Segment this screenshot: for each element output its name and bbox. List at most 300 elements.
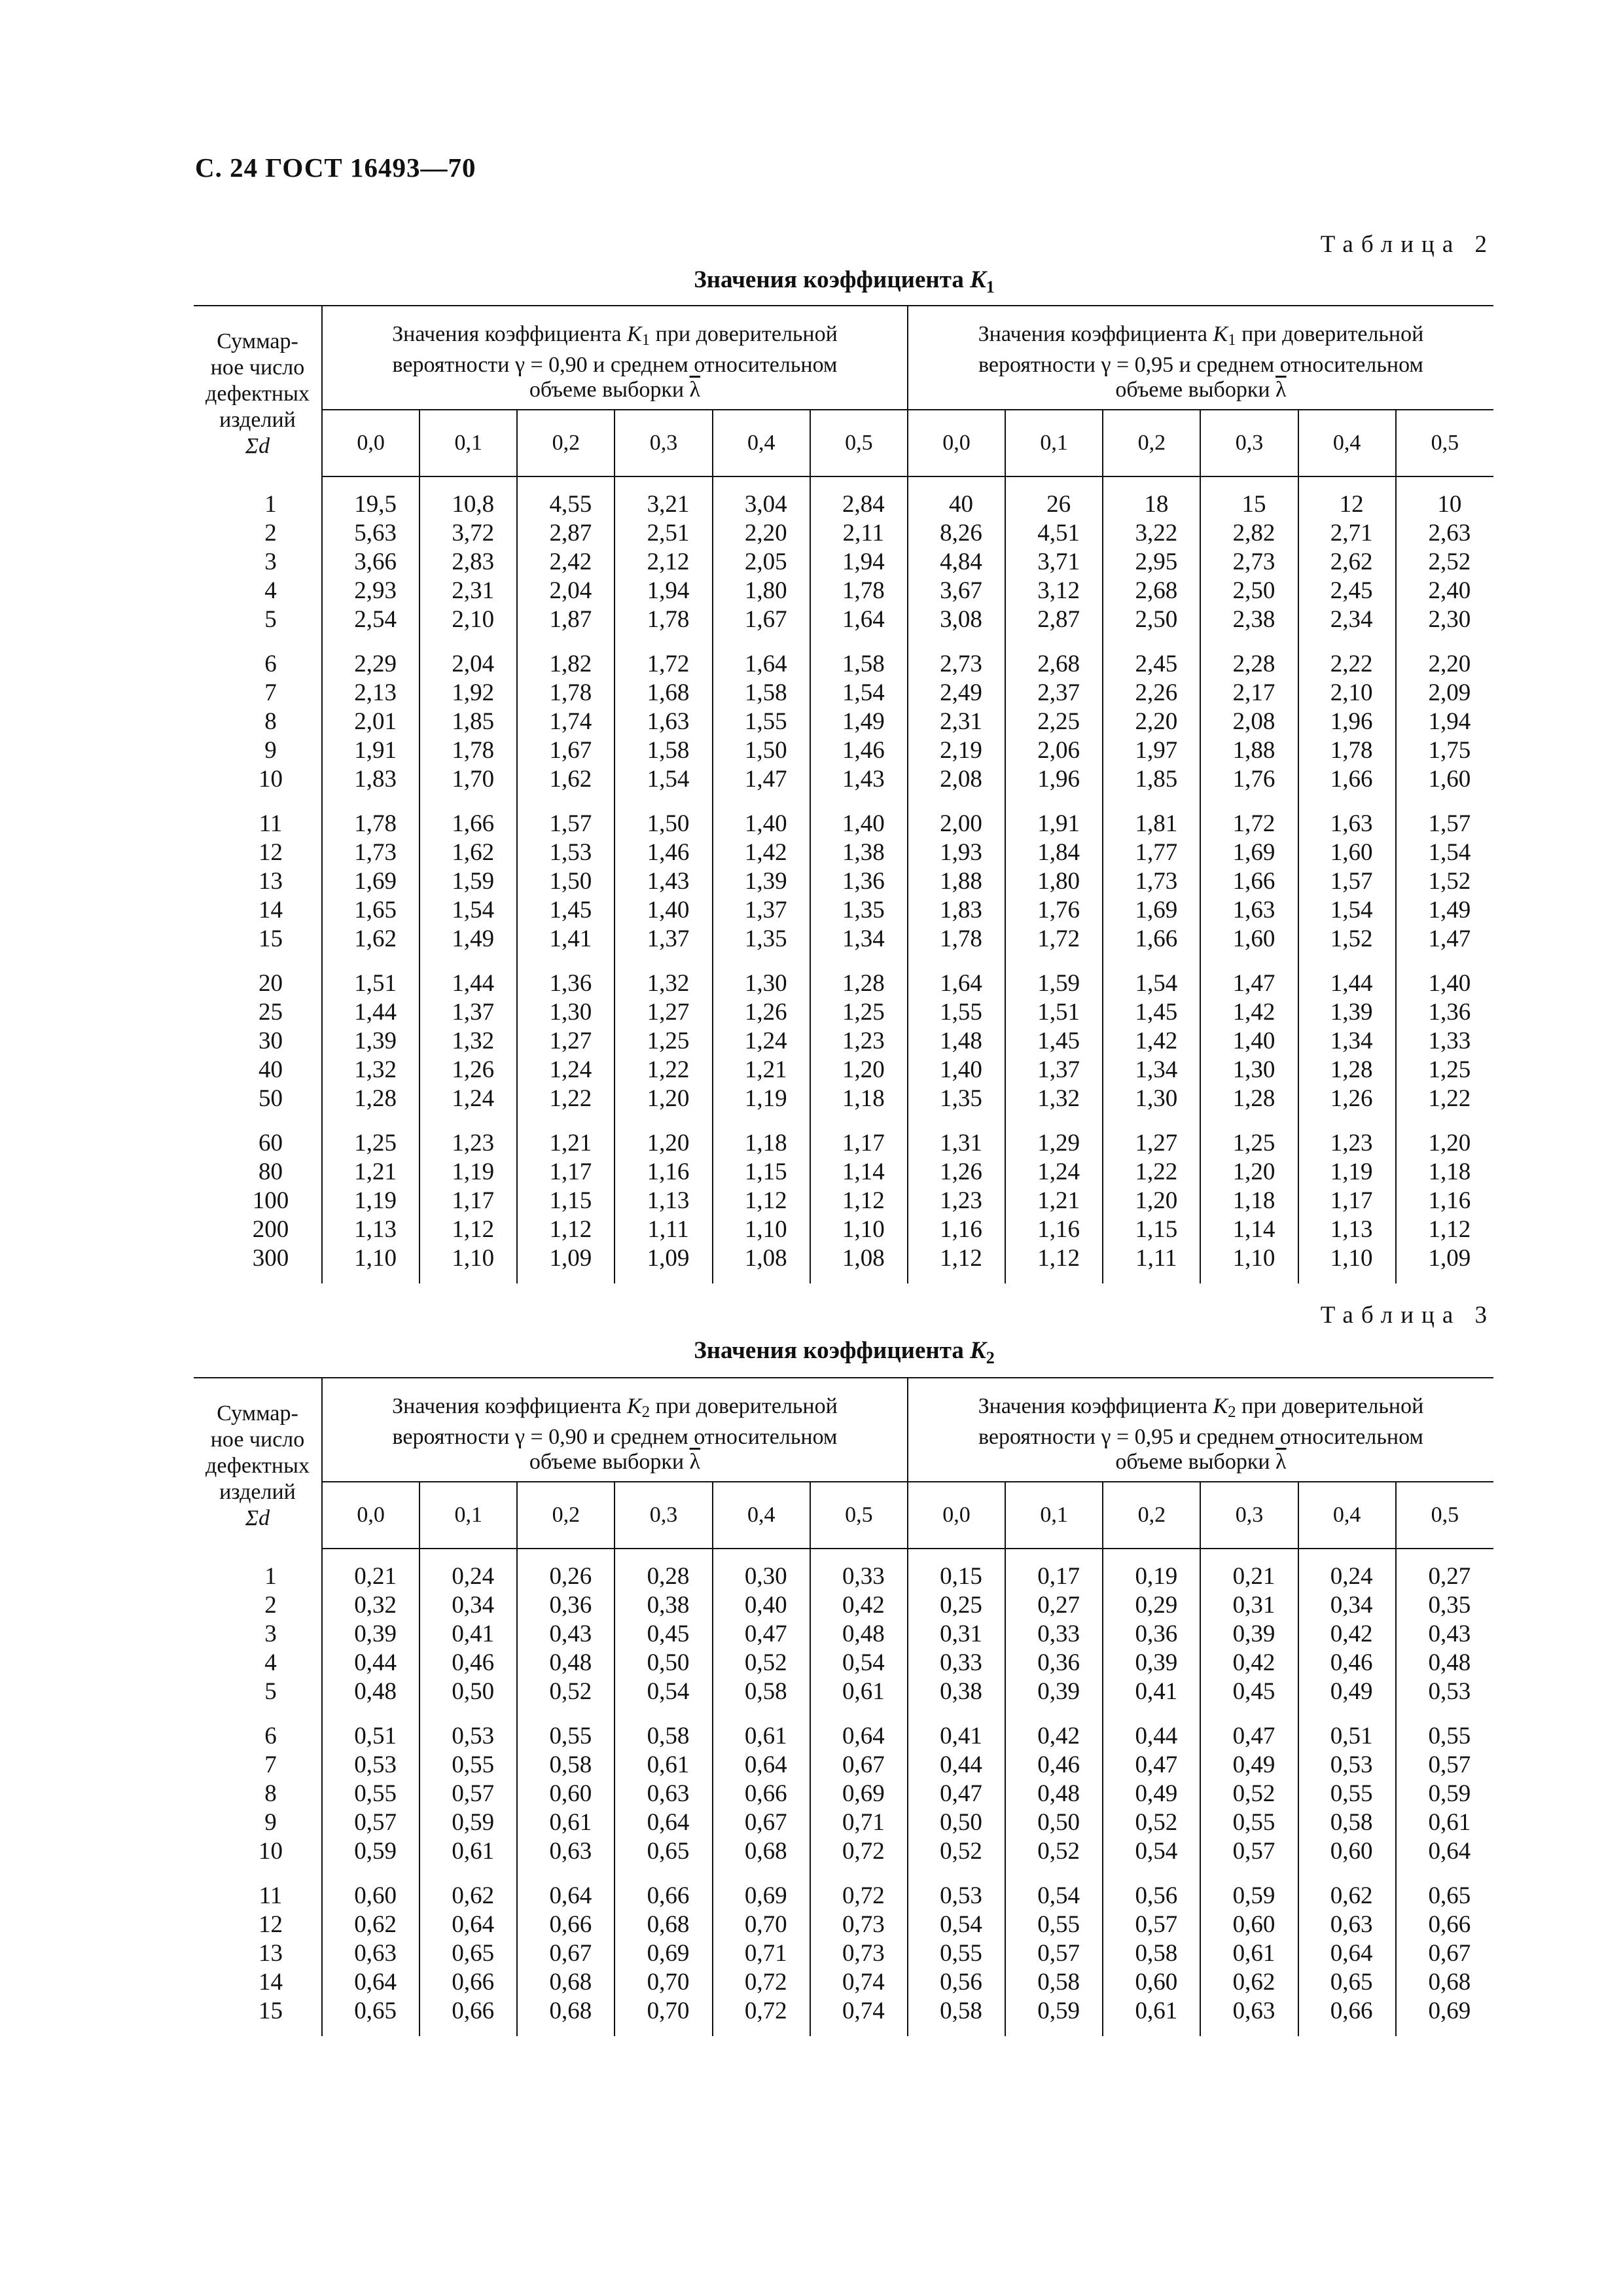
coefficient-cell: 1,96 (1298, 708, 1396, 736)
table-row (194, 1056, 1493, 1085)
coefficient-cell: 4,51 (1005, 519, 1103, 548)
coefficient-cell: 26 (1005, 490, 1103, 519)
coefficient-cell: 0,45 (1200, 1677, 1298, 1706)
coefficient-cell: 0,72 (713, 1968, 810, 1997)
coefficient-cell: 2,20 (1428, 651, 1471, 677)
table-3-title: Значения коэффициента $K_2$ (694, 1337, 995, 1367)
defect-count-cell: 11 (194, 810, 322, 838)
lambda-header: 0,4 (713, 1482, 810, 1549)
coefficient-cell: 1,69 (1200, 838, 1298, 867)
defect-count-cell: 300 (194, 1244, 322, 1273)
coefficient-cell: 1,40 (615, 896, 712, 925)
coefficient-cell: 1,12 (1005, 1244, 1103, 1273)
coefficient-cell: 1,58 (810, 650, 908, 679)
coefficient-cell: 2,31 (908, 708, 1005, 736)
coefficient-cell: 1,09 (615, 1244, 712, 1273)
coefficient-cell: 1,08 (810, 1244, 908, 1273)
table-row (194, 1751, 1493, 1780)
coefficient-cell: 4,84 (908, 548, 1005, 577)
coefficient-cell: 1,21 (322, 1158, 419, 1187)
coefficient-cell: 1,42 (713, 838, 810, 867)
coefficient-cell: 1,31 (908, 1129, 1005, 1158)
coefficient-cell: 1,17 (517, 1158, 615, 1187)
header-defect-count (194, 306, 322, 476)
coefficient-cell: 1,12 (908, 1244, 1005, 1273)
coefficient-cell: 1,85 (1103, 765, 1200, 794)
coefficient-cell: 2,87 (1005, 605, 1103, 634)
coefficient-cell: 3,04 (713, 490, 810, 519)
coefficient-cell: 1,57 (1298, 867, 1396, 896)
coefficient-cell: 0,71 (713, 1939, 810, 1968)
coefficient-cell: 2,50 (1200, 577, 1298, 605)
header-group-line: вероятности γ = 0,95 и среднем относительном (978, 1425, 1423, 1449)
coefficient-cell: 0,55 (419, 1751, 517, 1780)
coefficient-cell: 0,27 (1428, 1563, 1471, 1590)
coefficient-cell: 0,55 (517, 1722, 615, 1751)
defect-count-cell: 14 (194, 896, 322, 925)
lambda-header: 0,4 (1298, 1482, 1396, 1549)
coefficient-cell: 0,47 (1103, 1751, 1200, 1780)
coefficient-cell: 1,59 (419, 867, 517, 896)
coefficient-cell: 0,62 (419, 1882, 517, 1910)
header-defect-count-line: ное число (210, 355, 305, 380)
coefficient-cell: 0,66 (419, 1968, 517, 1997)
coefficient-cell: 0,61 (1200, 1939, 1298, 1968)
table-row (194, 650, 1493, 679)
header-defect-count-line: изделий (219, 408, 296, 432)
coefficient-cell: 0,50 (419, 1677, 517, 1706)
lambda-header: 0,0 (322, 410, 419, 476)
coefficient-cell: 1,66 (1103, 925, 1200, 954)
coefficient-cell: 1,18 (1200, 1187, 1298, 1215)
coefficient-cell: 1,10 (1200, 1244, 1298, 1273)
coefficient-cell: 1,50 (713, 736, 810, 765)
coefficient-cell: 1,64 (908, 969, 1005, 998)
coefficient-cell: 0,67 (1428, 1940, 1471, 1967)
coefficient-cell: 2,29 (322, 650, 419, 679)
header-group1 (322, 306, 908, 410)
coefficient-cell: 0,66 (1298, 1997, 1396, 2026)
defect-count-cell: 100 (194, 1187, 322, 1215)
table-row (194, 1129, 1493, 1158)
coefficient-cell: 0,68 (615, 1910, 712, 1939)
coefficient-cell: 1,09 (1428, 1245, 1471, 1272)
header-group-line: Значения коэффициента K2 при доверительной (978, 1394, 1424, 1421)
coefficient-cell: 1,57 (1428, 810, 1471, 837)
coefficient-cell: 1,23 (419, 1129, 517, 1158)
lambda-header: 0,3 (1200, 410, 1298, 476)
coefficient-cell: 0,64 (615, 1808, 712, 1837)
coefficient-cell: 2,38 (1200, 605, 1298, 634)
coefficient-cell: 3,72 (419, 519, 517, 548)
coefficient-cell: 0,67 (810, 1751, 908, 1780)
coefficient-cell: 1,88 (1200, 736, 1298, 765)
coefficient-cell: 1,63 (615, 708, 712, 736)
coefficient-cell: 2,06 (1005, 736, 1103, 765)
coefficient-cell: 0,61 (517, 1808, 615, 1837)
coefficient-cell: 1,19 (1298, 1158, 1396, 1187)
coefficient-cell: 2,05 (713, 548, 810, 577)
coefficient-cell: 1,23 (1298, 1129, 1396, 1158)
coefficient-cell: 1,50 (517, 867, 615, 896)
table-row (194, 1027, 1493, 1056)
coefficient-cell: 0,59 (419, 1808, 517, 1837)
coefficient-cell: 1,37 (615, 925, 712, 954)
coefficient-cell: 1,17 (810, 1129, 908, 1158)
coefficient-cell: 1,50 (615, 810, 712, 838)
coefficient-cell: 1,24 (1005, 1158, 1103, 1187)
header-group-line: объеме выборки $\overline{\lambda}$ (1115, 1450, 1287, 1474)
coefficient-cell: 0,42 (1200, 1649, 1298, 1677)
coefficient-cell: 0,52 (908, 1837, 1005, 1866)
defect-count-cell: 8 (194, 708, 322, 736)
table-row (194, 1158, 1493, 1187)
coefficient-cell: 0,65 (1298, 1968, 1396, 1997)
table-row (194, 490, 1493, 519)
coefficient-cell: 2,01 (322, 708, 419, 736)
table-row (194, 1085, 1493, 1113)
coefficient-cell: 0,42 (810, 1591, 908, 1620)
coefficient-cell: 1,75 (1428, 737, 1471, 764)
coefficient-cell: 1,25 (615, 1027, 712, 1056)
coefficient-cell: 2,54 (322, 605, 419, 634)
coefficient-cell: 0,60 (322, 1882, 419, 1910)
coefficient-cell: 0,63 (615, 1780, 712, 1808)
defect-count-cell: 10 (194, 765, 322, 794)
header-defect-count-line: дефектных (205, 1454, 310, 1478)
table-row (194, 1562, 1493, 1591)
coefficient-cell: 1,26 (1298, 1085, 1396, 1113)
coefficient-cell: 1,44 (1298, 969, 1396, 998)
coefficient-cell: 1,62 (419, 838, 517, 867)
coefficient-cell: 1,13 (1298, 1215, 1396, 1244)
coefficient-cell: 0,55 (322, 1780, 419, 1808)
coefficient-cell: 1,52 (1428, 868, 1471, 895)
defect-count-cell: 12 (194, 1910, 322, 1939)
coefficient-cell: 0,56 (1103, 1882, 1200, 1910)
coefficient-cell: 1,54 (615, 765, 712, 794)
coefficient-cell: 0,44 (908, 1751, 1005, 1780)
defect-count-cell: 13 (194, 1939, 322, 1968)
header-group2 (908, 1378, 1493, 1482)
coefficient-cell: 1,51 (322, 969, 419, 998)
table-row (194, 1677, 1493, 1706)
defect-count-cell: 8 (194, 1780, 322, 1808)
coefficient-cell: 1,10 (322, 1244, 419, 1273)
coefficient-cell: 0,58 (1005, 1968, 1103, 1997)
coefficient-cell: 0,59 (1200, 1882, 1298, 1910)
coefficient-cell: 1,27 (1103, 1129, 1200, 1158)
coefficient-cell: 1,54 (1298, 896, 1396, 925)
coefficient-cell: 0,21 (322, 1562, 419, 1591)
coefficient-cell: 1,32 (322, 1056, 419, 1085)
lambda-header: 0,1 (1005, 410, 1103, 476)
coefficient-cell: 0,67 (517, 1939, 615, 1968)
coefficient-cell: 1,73 (1103, 867, 1200, 896)
coefficient-cell: 0,64 (322, 1968, 419, 1997)
coefficient-cell: 1,25 (810, 998, 908, 1027)
coefficient-cell: 0,32 (322, 1591, 419, 1620)
coefficient-cell: 0,68 (713, 1837, 810, 1866)
coefficient-cell: 1,80 (1005, 867, 1103, 896)
coefficient-cell: 0,55 (908, 1939, 1005, 1968)
coefficient-cell: 1,28 (322, 1085, 419, 1113)
coefficient-cell: 0,61 (810, 1677, 908, 1706)
coefficient-cell: 1,29 (1005, 1129, 1103, 1158)
coefficient-cell: 2,10 (419, 605, 517, 634)
coefficient-cell: 2,13 (322, 679, 419, 708)
table-row (194, 1620, 1493, 1649)
coefficient-cell: 1,87 (517, 605, 615, 634)
coefficient-cell: 2,73 (1200, 548, 1298, 577)
coefficient-cell: 1,16 (908, 1215, 1005, 1244)
page-header: С. 24 ГОСТ 16493—70 (195, 152, 476, 183)
coefficient-cell: 2,17 (1200, 679, 1298, 708)
table-row (194, 679, 1493, 708)
coefficient-cell: 2,09 (1428, 679, 1471, 706)
defect-count-cell: 6 (194, 1722, 322, 1751)
defect-count-cell: 7 (194, 679, 322, 708)
coefficient-cell: 0,66 (713, 1780, 810, 1808)
defect-count-cell: 5 (194, 605, 322, 634)
coefficient-cell: 0,27 (1005, 1591, 1103, 1620)
coefficient-cell: 1,84 (1005, 838, 1103, 867)
coefficient-cell: 1,17 (1298, 1187, 1396, 1215)
coefficient-cell: 0,64 (1428, 1838, 1471, 1865)
coefficient-cell: 2,63 (1428, 520, 1471, 547)
header-defect-count-line: Суммар- (217, 329, 298, 353)
table-row (194, 1939, 1493, 1968)
coefficient-cell: 1,35 (810, 896, 908, 925)
coefficient-cell: 1,54 (419, 896, 517, 925)
defect-count-cell: 60 (194, 1129, 322, 1158)
coefficient-cell: 2,31 (419, 577, 517, 605)
coefficient-cell: 1,69 (322, 867, 419, 896)
coefficient-cell: 0,33 (1005, 1620, 1103, 1649)
coefficient-cell: 1,96 (1005, 765, 1103, 794)
coefficient-cell: 1,24 (713, 1027, 810, 1056)
coefficient-cell: 1,32 (1005, 1085, 1103, 1113)
table-row (194, 1837, 1493, 1866)
defect-count-cell: 80 (194, 1158, 322, 1187)
lambda-header: 0,2 (517, 410, 615, 476)
lambda-header: 0,0 (322, 1482, 419, 1549)
coefficient-cell: 0,33 (908, 1649, 1005, 1677)
coefficient-cell: 1,40 (810, 810, 908, 838)
coefficient-cell: 0,57 (1200, 1837, 1298, 1866)
header-group2 (908, 306, 1493, 410)
coefficient-cell: 1,24 (517, 1056, 615, 1085)
coefficient-cell: 10 (1437, 491, 1462, 518)
coefficient-cell: 1,47 (713, 765, 810, 794)
table-row (194, 519, 1493, 548)
coefficient-cell: 0,68 (517, 1968, 615, 1997)
defect-count-cell: 25 (194, 998, 322, 1027)
coefficient-cell: 2,11 (810, 519, 908, 548)
lambda-header: 0,4 (1298, 410, 1396, 476)
header-defect-count-line: изделий (219, 1480, 296, 1504)
coefficient-cell: 0,58 (908, 1997, 1005, 2026)
defect-count-cell: 30 (194, 1027, 322, 1056)
coefficient-cell: 0,49 (1298, 1677, 1396, 1706)
coefficient-cell: 3,22 (1103, 519, 1200, 548)
coefficient-cell: 2,28 (1200, 650, 1298, 679)
coefficient-cell: 0,59 (1005, 1997, 1103, 2026)
coefficient-cell: 1,22 (615, 1056, 712, 1085)
coefficient-cell: 0,41 (908, 1722, 1005, 1751)
coefficient-cell: 1,21 (517, 1129, 615, 1158)
defect-count-cell: 13 (194, 867, 322, 896)
coefficient-cell: 0,26 (517, 1562, 615, 1591)
coefficient-cell: 1,82 (517, 650, 615, 679)
coefficient-cell: 0,61 (1428, 1809, 1471, 1836)
lambda-header: 0,0 (908, 410, 1005, 476)
coefficient-cell: 1,51 (1005, 998, 1103, 1027)
defect-count-cell: 12 (194, 838, 322, 867)
coefficient-cell: 0,55 (1298, 1780, 1396, 1808)
coefficient-cell: 15 (1200, 490, 1298, 519)
coefficient-cell: 1,10 (419, 1244, 517, 1273)
table-row (194, 1910, 1493, 1939)
coefficient-cell: 10,8 (419, 490, 517, 519)
coefficient-cell: 0,44 (1103, 1722, 1200, 1751)
coefficient-cell: 0,19 (1103, 1562, 1200, 1591)
coefficient-cell: 1,12 (419, 1215, 517, 1244)
coefficient-cell: 1,21 (713, 1056, 810, 1085)
coefficient-cell: 1,60 (1428, 766, 1471, 793)
coefficient-cell: 2,40 (1428, 577, 1471, 604)
coefficient-cell: 1,57 (517, 810, 615, 838)
defect-count-cell: 200 (194, 1215, 322, 1244)
coefficient-cell: 0,61 (419, 1837, 517, 1866)
coefficient-cell: 1,28 (1200, 1085, 1298, 1113)
coefficient-cell: 1,19 (322, 1187, 419, 1215)
coefficient-cell: 0,50 (615, 1649, 712, 1677)
coefficient-cell: 0,34 (419, 1591, 517, 1620)
coefficient-cell: 0,56 (908, 1968, 1005, 1997)
header-group-line: Значения коэффициента K1 при доверительной (392, 322, 838, 349)
header-group-line: объеме выборки $\overline{\lambda}$ (1115, 378, 1287, 402)
defect-count-cell: 9 (194, 1808, 322, 1837)
coefficient-cell: 0,58 (517, 1751, 615, 1780)
coefficient-cell: 0,69 (615, 1939, 712, 1968)
coefficient-cell: 0,46 (1005, 1751, 1103, 1780)
coefficient-cell: 0,62 (1298, 1882, 1396, 1910)
coefficient-cell: 1,10 (810, 1215, 908, 1244)
coefficient-cell: 2,42 (517, 548, 615, 577)
coefficient-cell: 1,83 (322, 765, 419, 794)
coefficient-cell: 1,30 (1200, 1056, 1298, 1085)
coefficient-cell: 0,28 (615, 1562, 712, 1591)
lambda-header: 0,3 (615, 410, 712, 476)
header-group-line: объеме выборки $\overline{\lambda}$ (529, 1450, 701, 1474)
table-row (194, 1808, 1493, 1837)
coefficient-cell: 1,08 (713, 1244, 810, 1273)
coefficient-cell: 1,72 (1200, 810, 1298, 838)
header-group-line: вероятности γ = 0,90 и среднем относительном (392, 1425, 838, 1449)
defect-count-cell: 20 (194, 969, 322, 998)
coefficient-cell: 2,22 (1298, 650, 1396, 679)
coefficient-cell: 1,30 (713, 969, 810, 998)
coefficient-cell: 1,20 (615, 1129, 712, 1158)
coefficient-cell: 0,69 (1428, 1998, 1471, 2024)
coefficient-cell: 2,83 (419, 548, 517, 577)
coefficient-cell: 1,19 (419, 1158, 517, 1187)
coefficient-cell: 1,58 (615, 736, 712, 765)
defect-count-cell: 2 (194, 519, 322, 548)
coefficient-cell: 1,88 (908, 867, 1005, 896)
defect-count-cell: 15 (194, 925, 322, 954)
coefficient-cell: 1,77 (1103, 838, 1200, 867)
coefficient-cell: 1,18 (713, 1129, 810, 1158)
coefficient-cell: 1,20 (1200, 1158, 1298, 1187)
coefficient-cell: 2,12 (615, 548, 712, 577)
coefficient-cell: 1,73 (322, 838, 419, 867)
coefficient-cell: 0,57 (1103, 1910, 1200, 1939)
table-row (194, 1591, 1493, 1620)
coefficient-cell: 0,38 (615, 1591, 712, 1620)
coefficient-cell: 1,22 (517, 1085, 615, 1113)
lambda-header: 0,1 (1005, 1482, 1103, 1549)
coefficient-cell: 1,37 (713, 896, 810, 925)
coefficient-cell: 1,92 (419, 679, 517, 708)
coefficient-cell: 2,87 (517, 519, 615, 548)
table-row (194, 765, 1493, 794)
coefficient-cell: 1,66 (1298, 765, 1396, 794)
coefficient-cell: 4,55 (517, 490, 615, 519)
table-row (194, 577, 1493, 605)
coefficient-cell: 0,63 (517, 1837, 615, 1866)
coefficient-cell: 1,27 (615, 998, 712, 1027)
coefficient-cell: 1,21 (1005, 1187, 1103, 1215)
coefficient-cell: 2,73 (908, 650, 1005, 679)
coefficient-cell: 1,30 (1103, 1085, 1200, 1113)
defect-count-cell: 7 (194, 1751, 322, 1780)
coefficient-cell: 1,63 (1298, 810, 1396, 838)
coefficient-cell: 2,68 (1103, 577, 1200, 605)
coefficient-cell: 1,17 (419, 1187, 517, 1215)
table-k2 (194, 1377, 1493, 2036)
coefficient-cell: 0,59 (1428, 1780, 1471, 1807)
coefficient-cell: 1,26 (419, 1056, 517, 1085)
defect-count-cell: 40 (194, 1056, 322, 1085)
coefficient-cell: 0,25 (908, 1591, 1005, 1620)
coefficient-cell: 1,42 (1200, 998, 1298, 1027)
coefficient-cell: 1,83 (908, 896, 1005, 925)
coefficient-cell: 0,65 (419, 1939, 517, 1968)
coefficient-cell: 0,42 (1005, 1722, 1103, 1751)
table-row (194, 1722, 1493, 1751)
coefficient-cell: 0,48 (517, 1649, 615, 1677)
lambda-header: 0,5 (810, 410, 908, 476)
coefficient-cell: 0,21 (1200, 1562, 1298, 1591)
coefficient-cell: 0,58 (615, 1722, 712, 1751)
coefficient-cell: 1,67 (517, 736, 615, 765)
lambda-header: 0,3 (615, 1482, 712, 1549)
coefficient-cell: 1,42 (1103, 1027, 1200, 1056)
lambda-header: 0,5 (1396, 410, 1493, 476)
coefficient-cell: 1,35 (713, 925, 810, 954)
coefficient-cell: 0,62 (322, 1910, 419, 1939)
coefficient-cell: 1,25 (322, 1129, 419, 1158)
coefficient-cell: 12 (1298, 490, 1396, 519)
coefficient-cell: 1,19 (713, 1085, 810, 1113)
defect-count-cell: 6 (194, 650, 322, 679)
header-defect-count-line: Суммар- (217, 1401, 298, 1426)
coefficient-cell: 1,67 (713, 605, 810, 634)
coefficient-cell: 0,54 (615, 1677, 712, 1706)
table-k1 (194, 305, 1493, 1283)
